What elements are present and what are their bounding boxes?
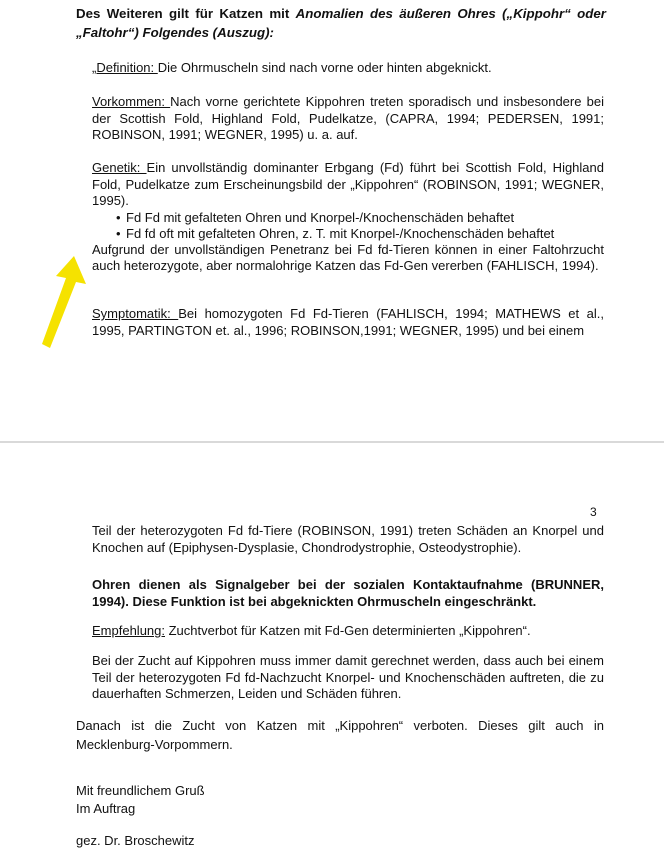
continuation-paragraph: Teil der heterozygoten Fd fd-Tiere (ROBINSON, 1991) treten Schäden an Knorpel und Knochen auf (Epiphysen-Dysplasie, Chondrodystrophie, Osteodystrophie).	[92, 523, 604, 555]
genetik-text: Ein unvollständig dominanter Erbgang (Fd) führt bei Scottish Fold, Highland Fold, Pudelkatze zum Erscheinungsbild der „Kippohren“ (ROBINSON, 1991; WEGNER, 1995).	[92, 160, 604, 208]
vorkommen-label: Vorkommen:	[92, 94, 171, 109]
conclusion-paragraph: Danach ist die Zucht von Katzen mit „Kippohren“ verboten. Dieses gilt auch in Mecklenburg-Vorpommern.	[76, 718, 604, 752]
signature-name: gez. Dr. Broschewitz	[76, 833, 195, 848]
definition-label: „Definition:	[92, 60, 158, 75]
genetik-bullet-list	[92, 210, 604, 242]
symptomatik-paragraph	[92, 306, 604, 339]
empfehlung-label: Empfehlung:	[92, 623, 165, 638]
definition-text: Die Ohrmuscheln sind nach vorne oder hinten abgeknickt.	[157, 60, 492, 75]
genetik-label: Genetik:	[92, 160, 147, 175]
genetik-penetranz-text: Aufgrund der unvollständigen Penetranz bei Fd fd-Tieren können in einer Faltohrzucht auch heterozygote, aber normalohrige Katzen das Fd-Gen vererben (FAHLISCH, 1994).	[92, 241, 604, 273]
empfehlung-text: Zuchtverbot für Katzen mit Fd-Gen determinierten „Kippohren“.	[165, 623, 531, 638]
definition-paragraph	[92, 60, 604, 77]
vorkommen-paragraph	[92, 94, 604, 144]
signature-auftrag: Im Auftrag	[76, 801, 136, 816]
yellow-arrow-icon	[38, 256, 86, 348]
genetik-bullet: • Fd Fd mit gefalteten Ohren und Knorpel-/Knochenschäden behaftet	[116, 210, 604, 226]
genetik-bullet: • Fd fd oft mit gefalteten Ohren, z. T. mit Knorpel-/Knochenschäden behaftet	[116, 226, 604, 242]
symptomatik-label: Symptomatik:	[92, 306, 179, 321]
zucht-paragraph: Bei der Zucht auf Kippohren muss immer damit gerechnet werden, dass auch bei einem Teil der heterozygoten Fd fd-Nachzucht Knorpel- und Knochenschäden auftreten, die zu dauerhaften Schmerzen, Leiden und Schäden führen.	[92, 653, 604, 701]
empfehlung-paragraph	[92, 623, 604, 640]
section-heading: Des Weiteren gilt für Katzen mit Anomalien des äußeren Ohres („Kippohr“ oder „Faltohr“) Folgendes (Auszug):	[76, 6, 606, 40]
genetik-paragraph	[92, 160, 604, 275]
vorkommen-text: Nach vorne gerichtete Kippohren treten sporadisch und insbesondere bei der Scottish Fold, Highland Fold, Pudelkatze, (CAPRA, 1994; PEDERSEN, 1991; ROBINSON, 1991; WEGNER, 1995) u. a. auf.	[92, 94, 604, 142]
signature-greeting: Mit freundlichem Gruß	[76, 783, 205, 798]
document-page-lower	[0, 443, 664, 863]
page-number: 3	[590, 505, 597, 519]
signal-paragraph: Ohren dienen als Signalgeber bei der sozialen Kontaktaufnahme (BRUNNER, 1994). Diese Funktion ist bei abgeknickten Ohrmuscheln eingeschränkt.	[92, 577, 604, 609]
symptomatik-text: Bei homozygoten Fd Fd-Tieren (FAHLISCH, 1994; MATHEWS et al., 1995, PARTINGTON et. al., 1996; ROBINSON,1991; WEGNER, 1995) und bei einem	[92, 306, 604, 338]
